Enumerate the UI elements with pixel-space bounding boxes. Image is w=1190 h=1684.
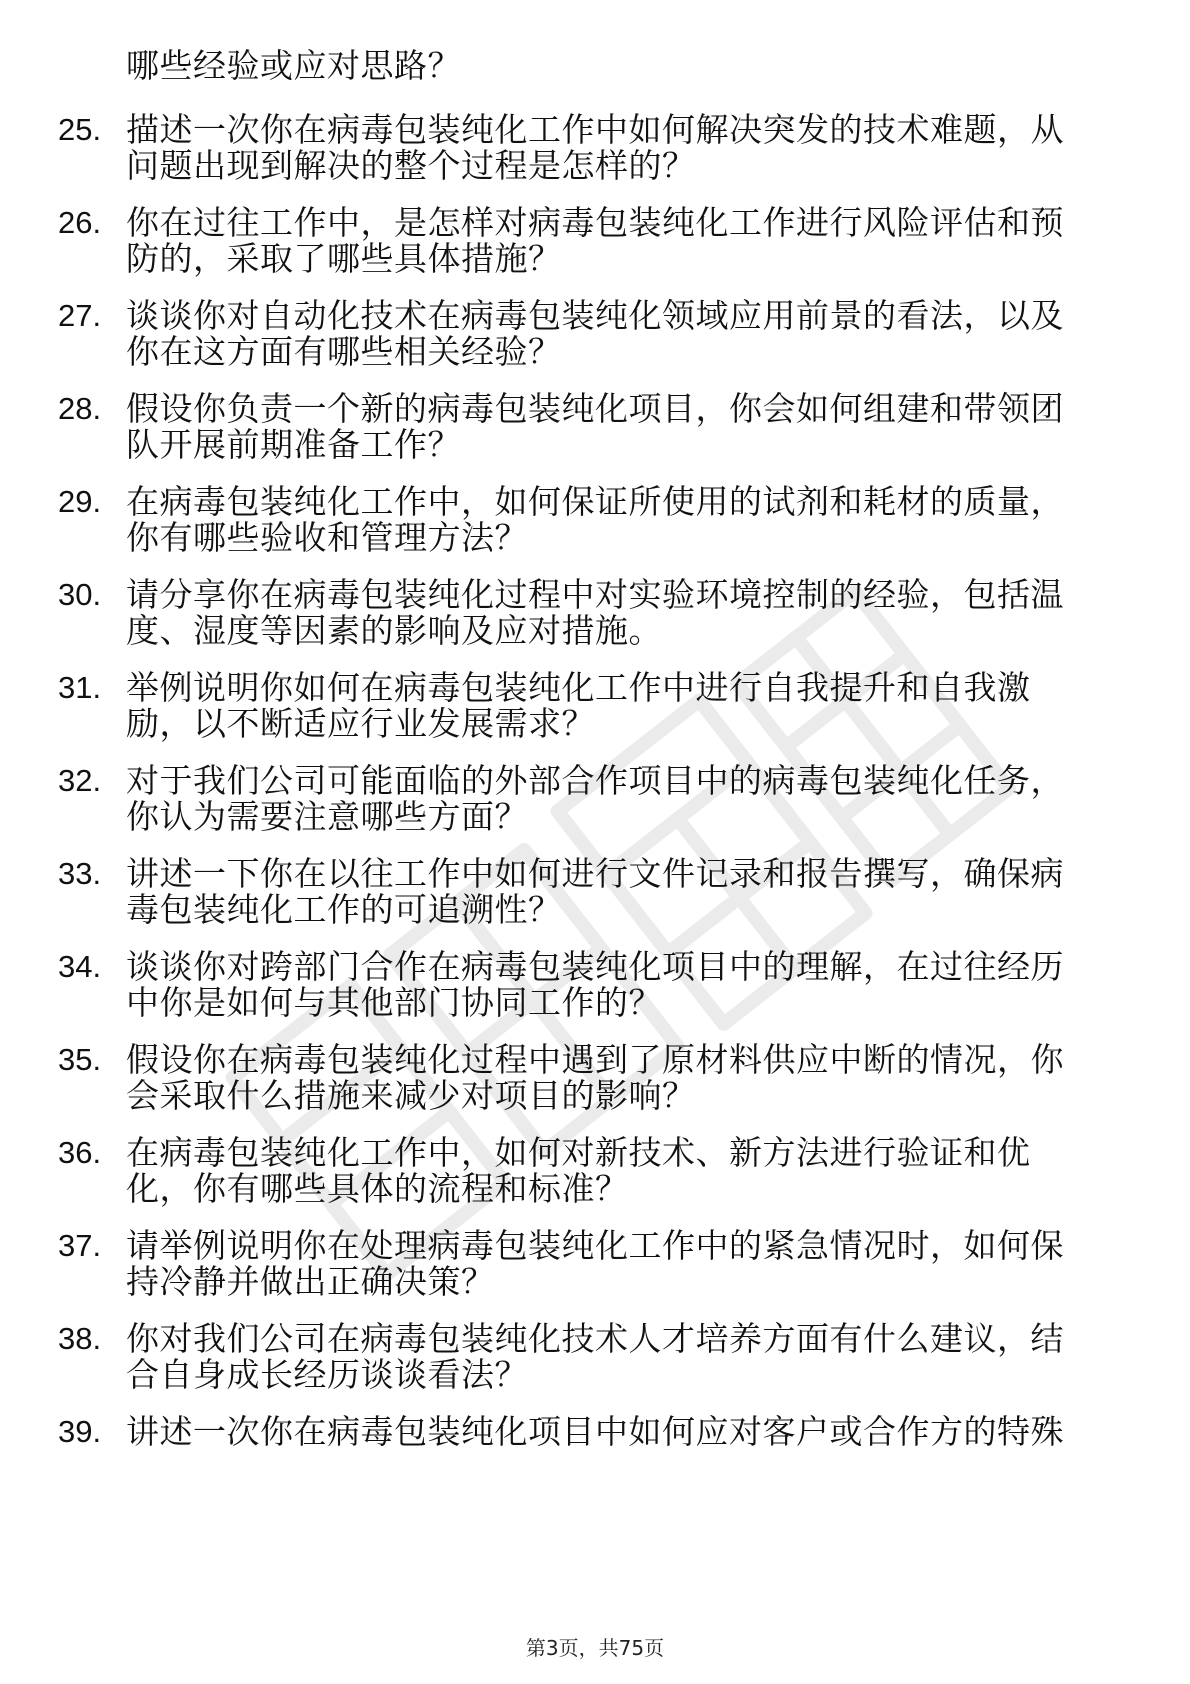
item-text-line: 毒包装纯化工作的可追溯性？ (126, 890, 562, 929)
item-text-line: 请分享你在病毒包装纯化过程中对实验环境控制的经验，包括温 (126, 575, 1064, 614)
item-number: 37. (58, 1228, 102, 1263)
item-text-line: 你对我们公司在病毒包装纯化技术人才培养方面有什么建议，结 (126, 1319, 1064, 1358)
item-text-line: 你认为需要注意哪些方面？ (126, 797, 528, 836)
item-text-line: 中你是如何与其他部门协同工作的？ (126, 983, 662, 1022)
item-text-line: 你在这方面有哪些相关经验？ (126, 332, 562, 371)
item-text-line: 讲述一下你在以往工作中如何进行文件记录和报告撰写，确保病 (126, 854, 1064, 893)
item-text-line: 请举例说明你在处理病毒包装纯化工作中的紧急情况时，如何保 (126, 1226, 1064, 1265)
item-number: 36. (58, 1135, 102, 1170)
continuation-line: 哪些经验或应对思路？ (126, 46, 461, 85)
item-number: 32. (58, 763, 102, 798)
item-text-line: 化，你有哪些具体的流程和标准？ (126, 1169, 629, 1208)
item-text-line: 假设你负责一个新的病毒包装纯化项目，你会如何组建和带领团 (126, 389, 1064, 428)
item-text-line: 讲述一次你在病毒包装纯化项目中如何应对客户或合作方的特殊 (126, 1412, 1064, 1451)
item-number: 26. (58, 205, 102, 240)
page-number: 第3页，共75页 (525, 1636, 665, 1660)
item-text-line: 在病毒包装纯化工作中，如何对新技术、新方法进行验证和优 (126, 1133, 1031, 1172)
item-text-line: 防的，采取了哪些具体措施？ (126, 239, 562, 278)
item-text-line: 举例说明你如何在病毒包装纯化工作中进行自我提升和自我激 (126, 668, 1031, 707)
item-text-line: 队开展前期准备工作？ (126, 425, 461, 464)
item-text-line: 问题出现到解决的整个过程是怎样的？ (126, 146, 696, 185)
item-text-line: 合自身成长经历谈谈看法？ (126, 1355, 528, 1394)
item-text-line: 度、湿度等因素的影响及应对措施。 (126, 611, 662, 650)
item-number: 35. (58, 1042, 102, 1077)
item-number: 34. (58, 949, 102, 984)
item-text-line: 描述一次你在病毒包装纯化工作中如何解决突发的技术难题，从 (126, 110, 1064, 149)
item-number: 29. (58, 484, 102, 519)
item-text-line: 对于我们公司可能面临的外部合作项目中的病毒包装纯化任务， (126, 761, 1064, 800)
item-number: 33. (58, 856, 102, 891)
item-number: 39. (58, 1414, 102, 1449)
item-text-line: 你在过往工作中，是怎样对病毒包装纯化工作进行风险评估和预 (126, 203, 1064, 242)
item-text-line: 会采取什么措施来减少对项目的影响？ (126, 1076, 696, 1115)
item-text-line: 持冷静并做出正确决策？ (126, 1262, 495, 1301)
item-text-line: 谈谈你对跨部门合作在病毒包装纯化项目中的理解，在过往经历 (126, 947, 1064, 986)
item-number: 28. (58, 391, 102, 426)
item-number: 25. (58, 112, 102, 147)
item-number: 31. (58, 670, 102, 705)
item-text-line: 你有哪些验收和管理方法？ (126, 518, 528, 557)
item-number: 30. (58, 577, 102, 612)
item-text-line: 谈谈你对自动化技术在病毒包装纯化领域应用前景的看法，以及 (126, 296, 1064, 335)
item-number: 38. (58, 1321, 102, 1356)
item-text-line: 在病毒包装纯化工作中，如何保证所使用的试剂和耗材的质量， (126, 482, 1064, 521)
item-number: 27. (58, 298, 102, 333)
item-text-line: 励，以不断适应行业发展需求？ (126, 704, 595, 743)
item-text-line: 假设你在病毒包装纯化过程中遇到了原材料供应中断的情况，你 (126, 1040, 1064, 1079)
